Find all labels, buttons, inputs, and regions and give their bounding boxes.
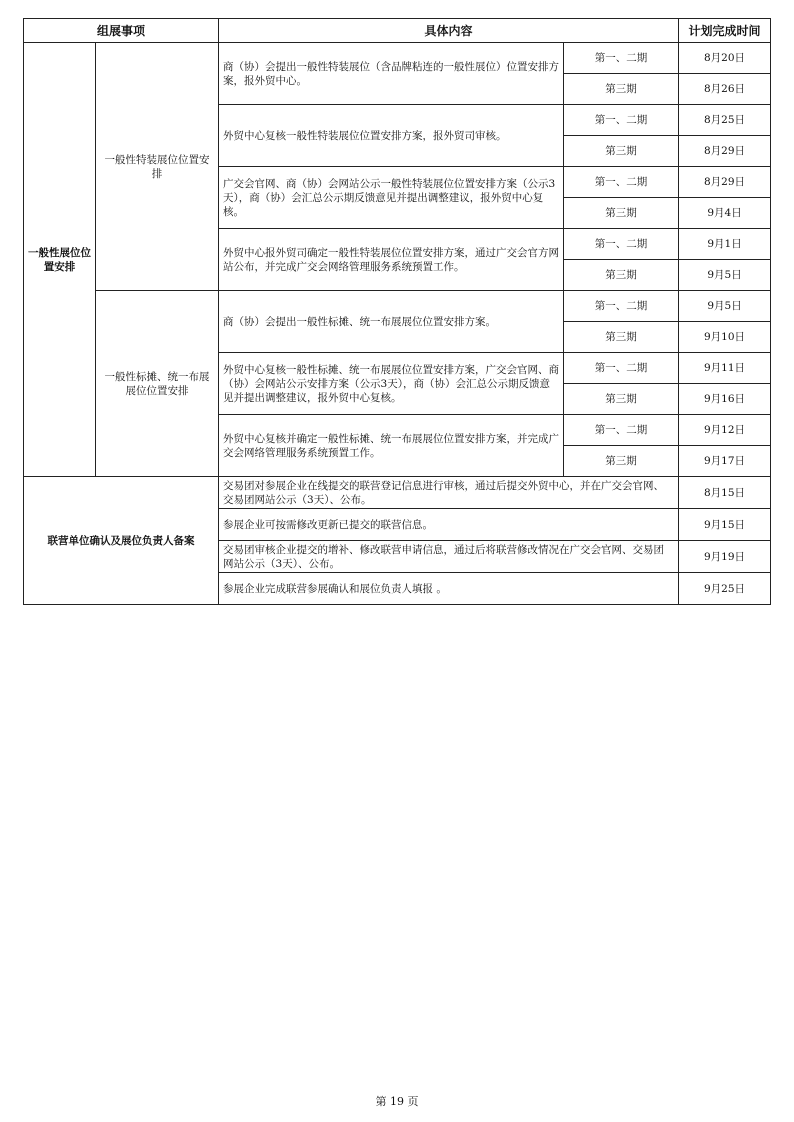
date-cell: 9月5日 [679,291,771,322]
date-cell: 9月12日 [679,415,771,446]
task-content: 外贸中心复核一般性标摊、统一布展展位位置安排方案，广交会官网、商（协）会网站公示安排方案（公示3天），商（协）会汇总公示期反馈意见并提出调整建议，报外贸中心复核。 [219,353,564,415]
task-content: 交易团审核企业提交的增补、修改联营申请信息，通过后将联营修改情况在广交会官网、交易团网站公示（3天）、公布。 [219,541,679,573]
phase-cell: 第三期 [564,74,679,105]
phase-cell: 第三期 [564,198,679,229]
category-booth-placement: 一般性展位位置安排 [24,43,96,477]
task-content: 交易团对参展企业在线提交的联营登记信息进行审核，通过后提交外贸中心，并在广交会官网、交易团网站公示（3天）、公布。 [219,477,679,509]
date-cell: 8月29日 [679,167,771,198]
task-content: 商（协）会提出一般性特装展位（含品牌粘连的一般性展位）位置安排方案，报外贸中心。 [219,43,564,105]
date-cell: 9月1日 [679,229,771,260]
date-cell: 8月15日 [679,477,771,509]
phase-cell: 第三期 [564,446,679,477]
phase-cell: 第一、二期 [564,229,679,260]
header-time: 计划完成时间 [679,19,771,43]
date-cell: 8月20日 [679,43,771,74]
table-row [24,291,771,322]
category-joint-exhibitor: 联营单位确认及展位负责人备案 [24,477,219,605]
date-cell: 9月4日 [679,198,771,229]
date-cell: 9月16日 [679,384,771,415]
task-content: 商（协）会提出一般性标摊、统一布展展位位置安排方案。 [219,291,564,353]
phase-cell: 第三期 [564,322,679,353]
phase-cell: 第三期 [564,260,679,291]
table-row [24,477,771,509]
subcategory-standard-booth: 一般性标摊、统一布展展位位置安排 [96,291,219,477]
date-cell: 9月17日 [679,446,771,477]
page-number: 第 19 页 [375,1095,419,1108]
date-cell: 9月15日 [679,509,771,541]
phase-cell: 第一、二期 [564,167,679,198]
schedule-table [23,18,771,605]
date-cell: 8月29日 [679,136,771,167]
header-item: 组展事项 [24,19,219,43]
task-content: 参展企业可按需修改更新已提交的联营信息。 [219,509,679,541]
date-cell: 9月19日 [679,541,771,573]
task-content: 外贸中心报外贸司确定一般性特装展位位置安排方案，通过广交会官方网站公布，并完成广交会网络管理服务系统预置工作。 [219,229,564,291]
task-content: 外贸中心复核并确定一般性标摊、统一布展展位位置安排方案，并完成广交会网络管理服务系统预置工作。 [219,415,564,477]
header-content: 具体内容 [219,19,679,43]
header-row [24,19,771,43]
date-cell: 9月10日 [679,322,771,353]
date-cell: 9月5日 [679,260,771,291]
date-cell: 9月25日 [679,573,771,605]
date-cell: 8月26日 [679,74,771,105]
table-row [24,43,771,74]
phase-cell: 第一、二期 [564,43,679,74]
phase-cell: 第三期 [564,384,679,415]
task-content: 参展企业完成联营参展确认和展位负责人填报 。 [219,573,679,605]
date-cell: 9月11日 [679,353,771,384]
task-content: 外贸中心复核一般性特装展位位置安排方案，报外贸司审核。 [219,105,564,167]
phase-cell: 第一、二期 [564,415,679,446]
task-content: 广交会官网、商（协）会网站公示一般性特装展位位置安排方案（公示3天），商（协）会汇总公示期反馈意见并提出调整建议，报外贸中心复核。 [219,167,564,229]
date-cell: 8月25日 [679,105,771,136]
phase-cell: 第一、二期 [564,105,679,136]
phase-cell: 第一、二期 [564,353,679,384]
phase-cell: 第三期 [564,136,679,167]
subcategory-special-booth: 一般性特装展位位置安排 [96,43,219,291]
phase-cell: 第一、二期 [564,291,679,322]
